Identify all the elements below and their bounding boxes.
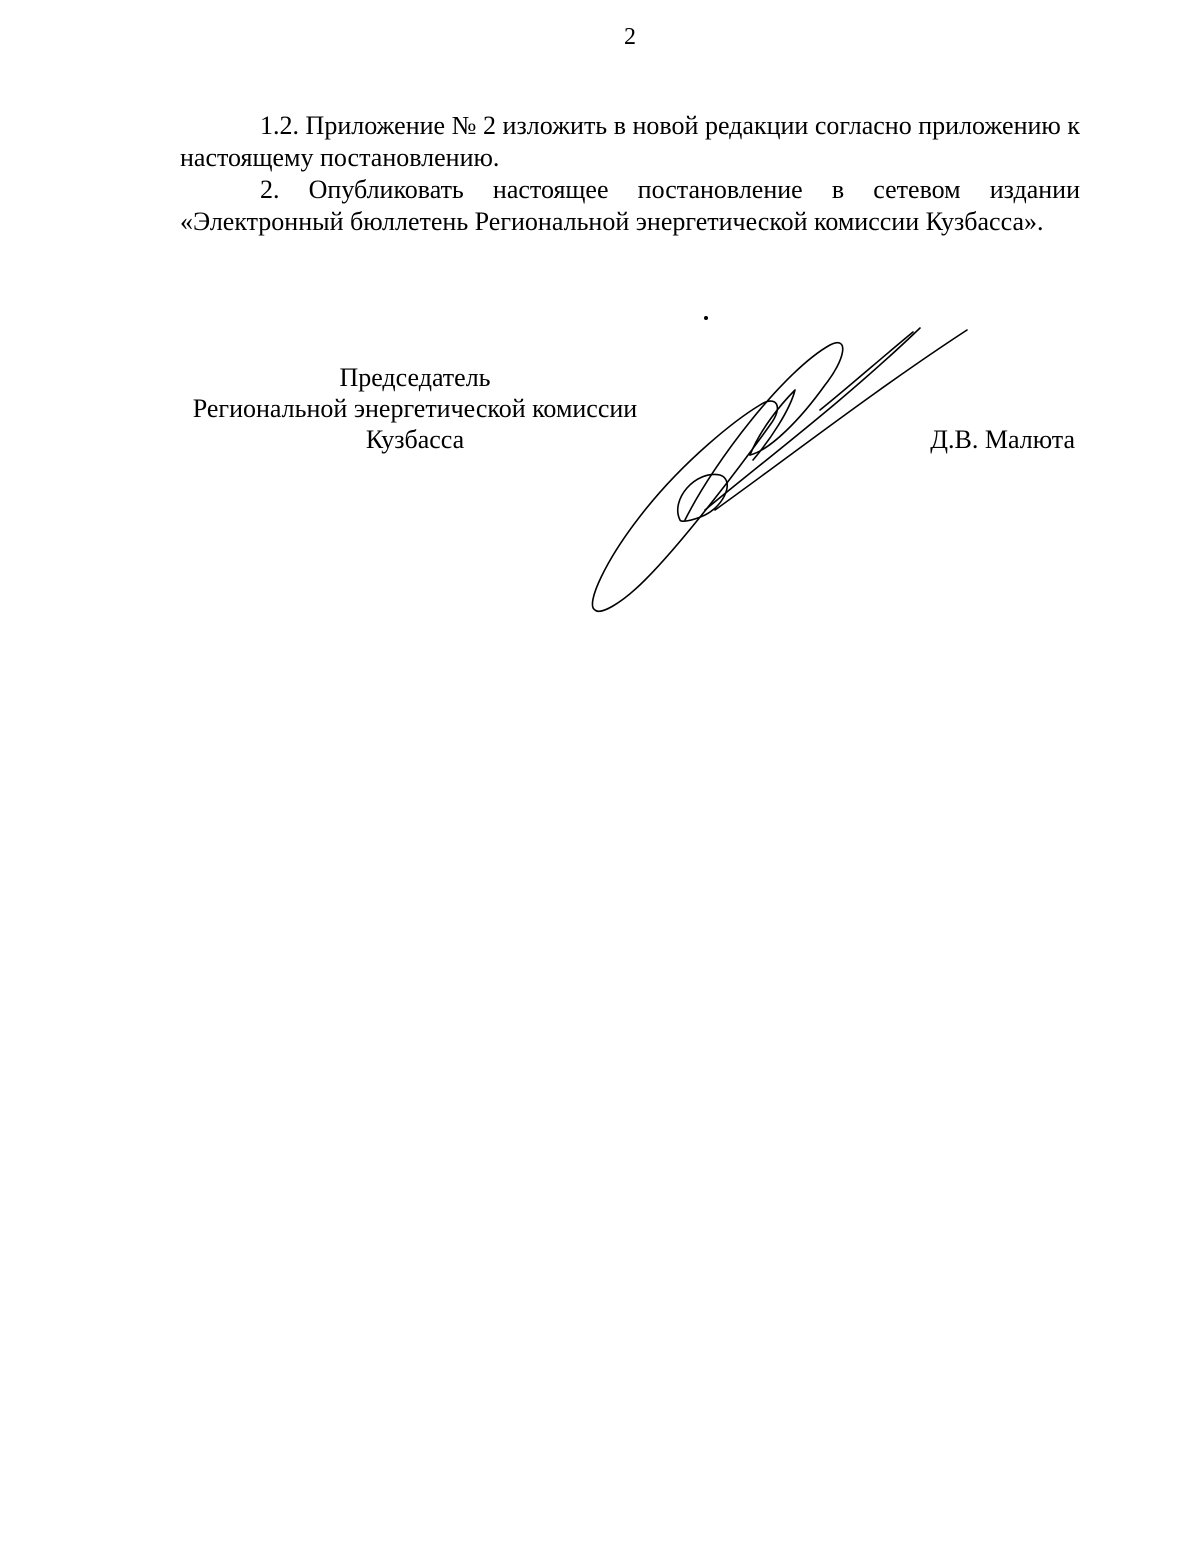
paragraph-1-2: 1.2. Приложение № 2 изложить в новой редакции согласно приложению к настоящему постановлению. [180,111,1080,172]
handwritten-signature [585,310,985,630]
document-body [180,110,1080,238]
position-region: Кузбасса [365,425,465,454]
page-number: 2 [624,24,636,50]
signatory-name: Д.В. Малюта [930,425,1075,454]
position-organization: Региональной энергетической комиссии [192,394,638,423]
signatory-position [180,362,650,455]
paragraph-2: 2. Опубликовать настоящее постановление в сетевом издании «Электронный бюллетень Региональной энергетической комиссии Кузбасса». [180,175,1080,236]
position-title: Председатель [339,363,491,392]
